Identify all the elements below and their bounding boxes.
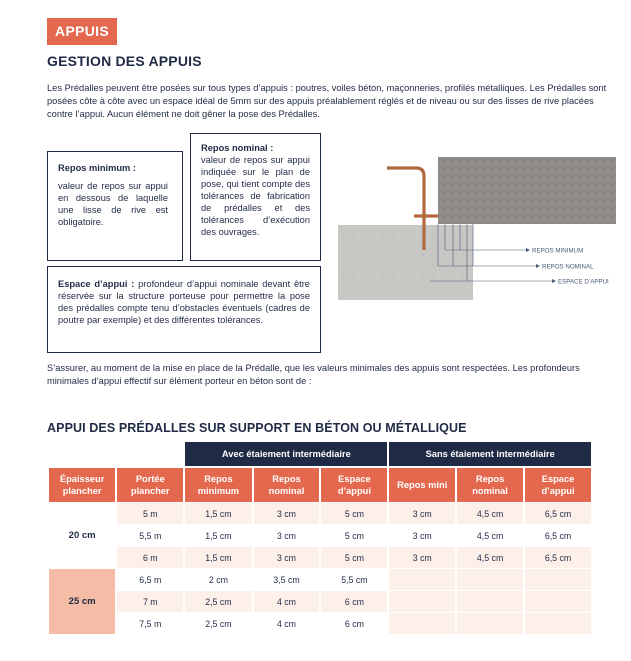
- table-cell: 3 cm: [254, 502, 320, 524]
- column-header: Repos nominal: [457, 466, 523, 502]
- table-cell: 6,5 cm: [525, 524, 591, 546]
- column-header: Portée plancher: [117, 466, 183, 502]
- group-header-avec: Avec étaiement intermédiaire: [185, 442, 387, 466]
- table-cell: 6,5 m: [117, 568, 183, 590]
- column-header: Espace d’appui: [525, 466, 591, 502]
- appui-diagram: [330, 150, 620, 310]
- table-cell: 5,5 m: [117, 524, 183, 546]
- table-cell-empty: [389, 590, 455, 612]
- definition-title: Espace d’appui :: [58, 279, 135, 289]
- table-cell: 3 cm: [389, 502, 455, 524]
- table-cell-empty: [525, 590, 591, 612]
- column-header: Repos mini: [389, 466, 455, 502]
- table-cell: 7 m: [117, 590, 183, 612]
- diagram-label-repos-minimum: REPOS MINIMUM: [532, 247, 584, 255]
- table-row: [49, 568, 591, 590]
- table-cell: 3 cm: [389, 546, 455, 568]
- column-header: Épaisseur plancher: [49, 466, 115, 502]
- thickness-cell: 20 cm: [49, 502, 115, 568]
- table-cell: 3,5 cm: [254, 568, 320, 590]
- table-cell: 5 cm: [321, 502, 387, 524]
- table-cell-empty: [457, 590, 523, 612]
- table-cell: 6 cm: [321, 590, 387, 612]
- table-cell: 6,5 cm: [525, 546, 591, 568]
- table-row: [49, 590, 591, 612]
- column-header: Repos nominal: [254, 466, 320, 502]
- definition-title: Repos minimum :: [58, 163, 136, 173]
- definition-text: valeur de repos sur appui en dessous de laquelle une lisse de rive est obligatoire.: [58, 181, 168, 227]
- table-cell-empty: [525, 568, 591, 590]
- table-cell: 1,5 cm: [185, 524, 251, 546]
- definition-text: profondeur d’appui nominale devant être réservée sur la structure porteuse pour permettre la pose des prédalles compte tenu d’obstacles éventuels (cadres de poutre par exemple) et des différentes tolérances.: [58, 279, 310, 325]
- table-cell: 6 m: [117, 546, 183, 568]
- table-cell: 5,5 cm: [321, 568, 387, 590]
- table-title: APPUI DES PRÉDALLES SUR SUPPORT EN BÉTON OU MÉTALLIQUE: [47, 421, 467, 435]
- group-header-sans: Sans étaiement intermédiaire: [389, 442, 591, 466]
- diagram-label-repos-nominal: REPOS NOMINAL: [542, 263, 594, 271]
- table-cell: 3 cm: [254, 546, 320, 568]
- diagram-label-espace-appui: ESPACE D’APPUI: [558, 278, 609, 286]
- table-cell: 6 cm: [321, 612, 387, 634]
- table-cell-empty: [525, 612, 591, 634]
- table-cell-empty: [457, 568, 523, 590]
- table-cell: 4,5 cm: [457, 502, 523, 524]
- table-row: [49, 502, 591, 524]
- page-title: GESTION DES APPUIS: [47, 53, 202, 69]
- definition-box-espace-appui: [47, 266, 321, 353]
- definition-box-repos-minimum: [47, 151, 183, 261]
- table-cell: 1,5 cm: [185, 546, 251, 568]
- table-row: [49, 546, 591, 568]
- column-header-row: [49, 466, 591, 502]
- table-cell: 3 cm: [254, 524, 320, 546]
- table-cell: 2,5 cm: [185, 612, 251, 634]
- definition-title: Repos nominal :: [201, 143, 274, 153]
- table-cell: 2,5 cm: [185, 590, 251, 612]
- table-cell: 4 cm: [254, 590, 320, 612]
- table-cell-empty: [389, 612, 455, 634]
- thickness-cell: 25 cm: [49, 568, 115, 634]
- table-row: [49, 524, 591, 546]
- table-cell: 6,5 cm: [525, 502, 591, 524]
- column-header: Repos minimum: [185, 466, 251, 502]
- table-cell: 5 cm: [321, 546, 387, 568]
- table-cell: 4,5 cm: [457, 524, 523, 546]
- definition-box-repos-nominal: [190, 133, 321, 261]
- table-cell: 2 cm: [185, 568, 251, 590]
- table-cell: 5 m: [117, 502, 183, 524]
- predalle-slab: [438, 157, 616, 224]
- section-badge: APPUIS: [47, 18, 117, 45]
- table-cell: 3 cm: [389, 524, 455, 546]
- appui-table: [47, 442, 593, 634]
- table-cell: 5 cm: [321, 524, 387, 546]
- assure-paragraph: S’assurer, au moment de la mise en place de la Prédalle, que les valeurs minimales des appuis sont respectées. Les profondeurs minimales d’appui effectif sur élément porteur en béton sont de :: [47, 363, 580, 386]
- table-cell-empty: [389, 568, 455, 590]
- table-cell: 1,5 cm: [185, 502, 251, 524]
- column-header: Espace d’appui: [321, 466, 387, 502]
- table-cell: 4,5 cm: [457, 546, 523, 568]
- definition-text: valeur de repos sur appui indiquée sur le plan de pose, qui tient compte des tolérances de fabrication de prédalles et des tolérances d’exécution des ouvrages.: [201, 155, 310, 237]
- intro-paragraph: Les Prédalles peuvent être posées sur tous types d’appuis : poutres, voiles béton, maçonneries, profilés métalliques. Les Prédalles sont posées côte à côte avec un espace idéal de 5mm sur des appuis préalablement réglés et de niveau ou sur des lisses de rive placées contre l’appui. Aucun élément ne doit gêner la pose des Prédalles.: [47, 83, 607, 119]
- table-cell-empty: [457, 612, 523, 634]
- table-cell: 4 cm: [254, 612, 320, 634]
- table-row: [49, 612, 591, 634]
- table-cell: 7,5 m: [117, 612, 183, 634]
